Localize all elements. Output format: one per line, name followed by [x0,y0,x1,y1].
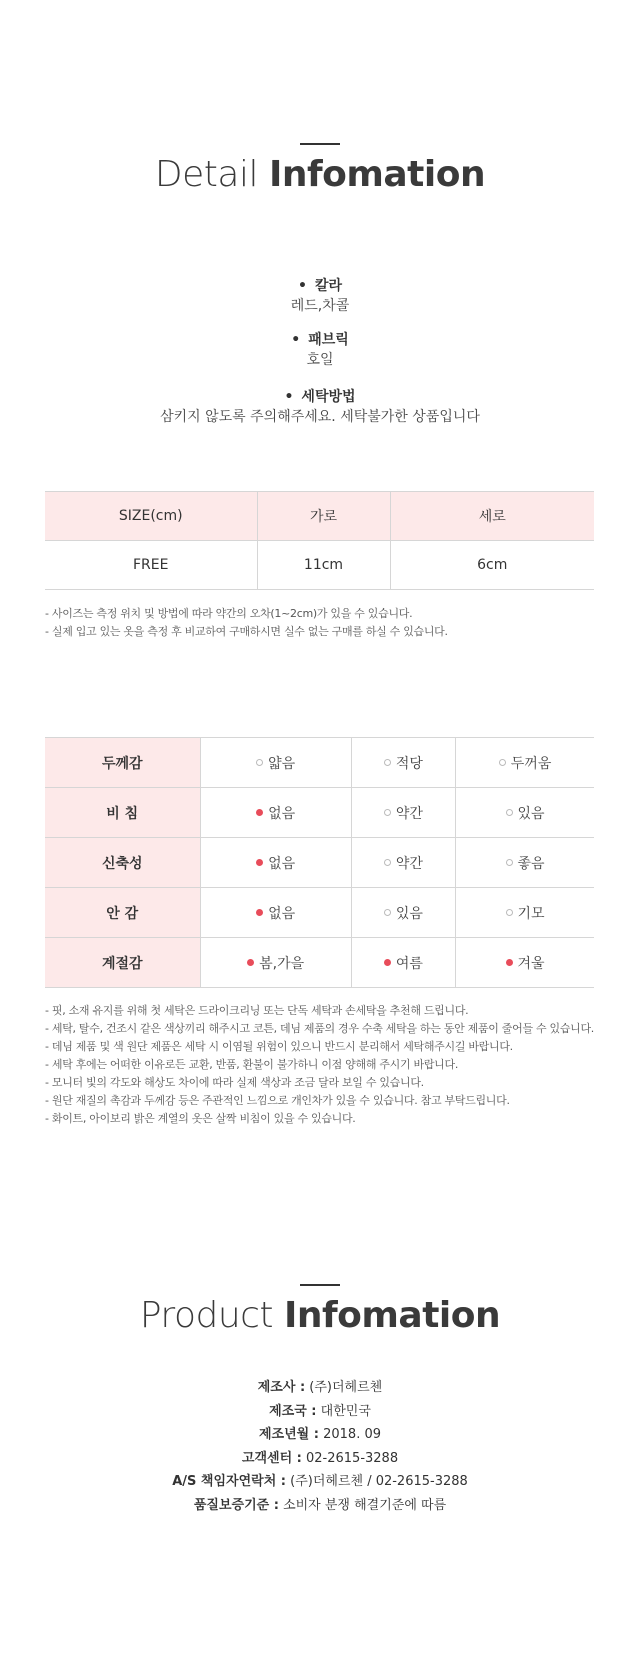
spec-value: 레드,차콜 [290,298,350,314]
product-heading-light: Product [139,1295,274,1336]
feature-option [351,838,455,888]
option-text: 약간 [395,805,423,822]
info-value: 대한민국 [320,1403,371,1419]
radio-dot-icon [384,759,391,766]
info-row [0,1376,640,1400]
option-text: 없음 [268,855,296,872]
spec-title: • 패브릭 [0,330,640,350]
option-text: 적당 [395,755,423,772]
selected-dot-icon [506,959,513,966]
note-line: - 원단 재질의 촉감과 두께감 등은 주관적인 느낌으로 개인차가 있을 수 있습니다. 참고 부탁드립니다. [45,1094,510,1107]
feature-option [351,888,455,938]
feature-option [351,938,455,988]
note-line: - 세탁, 탈수, 건조시 같은 색상끼리 해주시고 코튼, 데님 제품의 경우 수축 세탁을 하는 동안 제품이 줄어들 수 있습니다. [45,1022,594,1035]
note-line: - 실제 입고 있는 옷을 측정 후 비교하여 구매하시면 실수 없는 구매를 하실 수 있습니다. [45,625,448,638]
info-key: 제조사 : [257,1380,306,1395]
radio-dot-icon [384,859,391,866]
spec-title: • 세탁방법 [0,387,640,407]
feature-label: 신축성 [45,838,200,888]
selected-dot-icon [256,909,263,916]
option-text: 기모 [517,905,545,922]
size-table-header [45,492,594,541]
info-row [0,1470,640,1494]
feature-option [456,838,594,888]
radio-dot-icon [384,809,391,816]
product-info [0,1376,640,1517]
detail-heading-bold: Infomation [268,154,486,195]
spec-fabric [0,330,640,370]
note-line: - 사이즈는 측정 위치 및 방법에 따라 약간의 오차(1~2cm)가 있을 수 있습니다. [45,607,413,620]
size-header-cell: 가로 [257,492,390,541]
info-row [0,1423,640,1447]
info-row [0,1494,640,1518]
info-value: 소비자 분쟁 해결기준에 따름 [283,1497,447,1513]
feature-option [200,838,351,888]
feature-option [351,738,455,788]
table-row [45,888,594,938]
radio-dot-icon [499,759,506,766]
option-text: 두꺼움 [510,755,552,772]
spec-title: • 칼라 [0,276,640,296]
spec-value: 호일 [306,352,334,368]
note-line: - 세탁 후에는 어떠한 이유로든 교환, 반품, 환불이 불가하니 이점 양해해 주시기 바랍니다. [45,1058,459,1071]
info-row [0,1447,640,1471]
selected-dot-icon [384,959,391,966]
selected-dot-icon [256,859,263,866]
size-table [45,491,594,590]
detail-heading [0,152,640,198]
size-cell: FREE [45,541,257,590]
option-text: 겨울 [517,955,545,972]
option-text: 약간 [395,855,423,872]
option-text: 좋음 [517,855,545,872]
feature-option [200,788,351,838]
info-key: 품질보증기준 : [193,1497,279,1513]
option-text: 없음 [268,905,296,922]
spec-value: 삼키지 않도록 주의해주세요. 세탁불가한 상품입니다 [160,409,480,425]
note-line: - 모니터 빛의 각도와 해상도 차이에 따라 실제 색상과 조금 달라 보일 수 있습니다. [45,1076,424,1089]
care-notes [45,1002,594,1128]
feature-option [456,738,594,788]
info-key: A/S 책임자연락처 : [172,1474,286,1489]
feature-table [45,737,594,988]
info-key: 고객센터 : [241,1450,302,1466]
product-divider [300,1284,340,1286]
info-value: (주)더헤르첸 [309,1380,383,1395]
feature-option [456,788,594,838]
detail-heading-light: Detail [154,154,258,195]
size-header-cell: 세로 [390,492,594,541]
feature-option [200,738,351,788]
feature-label: 비 침 [45,788,200,838]
feature-label: 두께감 [45,738,200,788]
option-text: 여름 [395,955,423,972]
size-cell: 11cm [257,541,390,590]
info-value: (주)더헤르첸 / 02-2615-3288 [290,1474,468,1489]
info-key: 제조국 : [269,1403,317,1419]
info-key: 제조년월 : [259,1427,319,1442]
product-heading-bold: Infomation [284,1295,501,1336]
info-value: 02-2615-3288 [306,1450,399,1466]
option-text: 얇음 [268,755,296,772]
table-row [45,788,594,838]
note-line: - 핏, 소재 유지를 위해 첫 세탁은 드라이크리닝 또는 단독 세탁과 손세탁을 추천해 드립니다. [45,1004,469,1017]
feature-option [456,938,594,988]
feature-label: 안 감 [45,888,200,938]
feature-option [200,888,351,938]
size-cell: 6cm [390,541,594,590]
table-row [45,541,594,590]
spec-washing [0,387,640,427]
option-text: 봄,가을 [259,955,305,972]
table-row [45,838,594,888]
product-heading [0,1293,640,1339]
size-notes [45,605,448,641]
feature-option [456,888,594,938]
table-row [45,938,594,988]
option-text: 있음 [517,805,545,822]
note-line: - 화이트, 아이보리 밝은 계열의 옷은 살짝 비침이 있을 수 있습니다. [45,1112,356,1125]
info-row [0,1400,640,1424]
radio-dot-icon [506,859,513,866]
radio-dot-icon [506,809,513,816]
spec-color [0,276,640,316]
size-header-cell: SIZE(cm) [45,492,257,541]
info-value: 2018. 09 [323,1427,381,1442]
feature-label: 계절감 [45,938,200,988]
radio-dot-icon [256,759,263,766]
option-text: 있음 [395,905,423,922]
feature-option [200,938,351,988]
note-line: - 데님 제품 및 색 원단 제품은 세탁 시 이염될 위험이 있으니 반드시 분리해서 세탁해주시길 바랍니다. [45,1040,513,1053]
selected-dot-icon [256,809,263,816]
option-text: 없음 [268,805,296,822]
table-row [45,738,594,788]
selected-dot-icon [247,959,254,966]
feature-option [351,788,455,838]
radio-dot-icon [384,909,391,916]
radio-dot-icon [506,909,513,916]
detail-divider [300,143,340,145]
